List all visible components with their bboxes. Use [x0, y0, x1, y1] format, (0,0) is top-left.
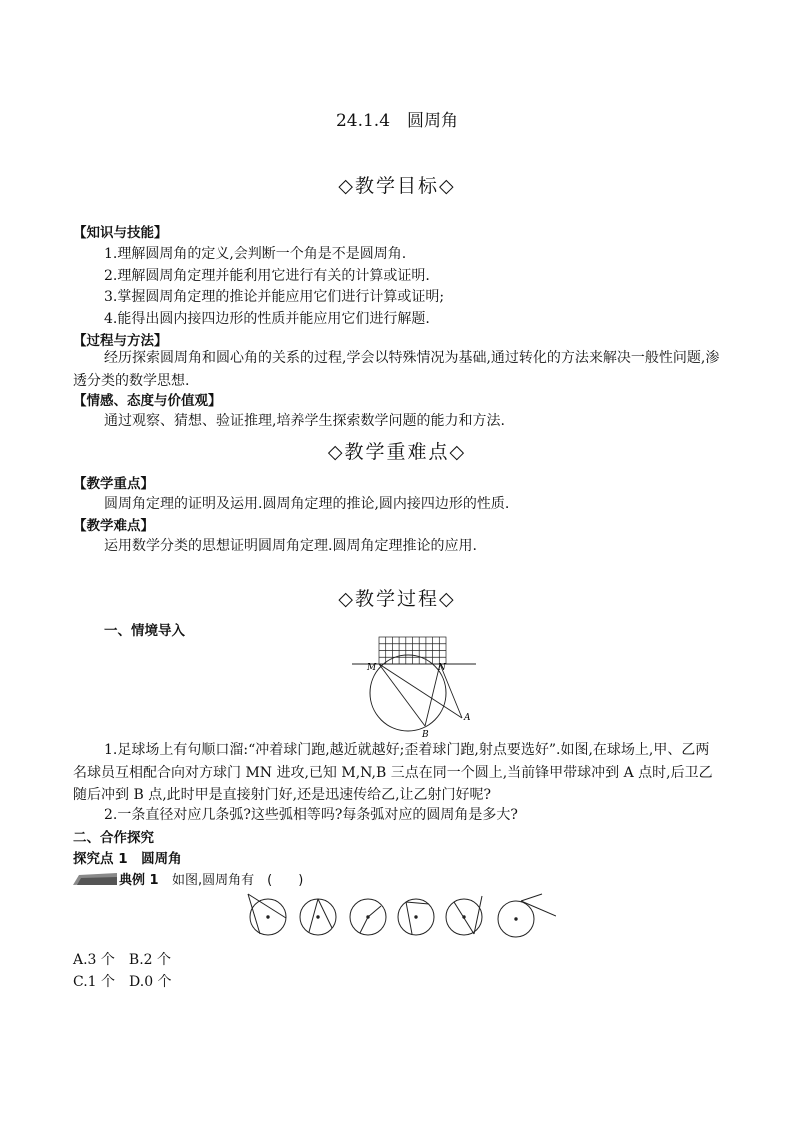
difficulty-heading: 【教学难点】: [73, 518, 154, 534]
knowledge-item: 3.掌握圆周角定理的推论并能应用它们进行计算或证明;: [104, 289, 445, 305]
shot-lines: [379, 664, 462, 726]
example-label: 典例 1: [119, 873, 159, 888]
circle: [370, 655, 446, 731]
label-b: B: [422, 730, 429, 738]
example-tag: [73, 870, 117, 882]
knowledge-item: 4.能得出圆内接四边形的性质并能应用它们进行解题.: [104, 311, 430, 327]
circle-figure-6: [498, 894, 556, 937]
coop-heading: 二、合作探究: [73, 830, 154, 846]
circle-figure-1: [248, 894, 286, 935]
page-title: 24.1.4 圆周角: [335, 111, 459, 131]
soccer-goal-figure: [352, 634, 476, 738]
method-heading: 【过程与方法】: [73, 333, 168, 349]
options-line-2: C.1 个 D.0 个: [73, 974, 172, 990]
knowledge-heading: 【知识与技能】: [73, 225, 168, 241]
example-question: 如图,圆周角有 ( ): [172, 873, 304, 888]
example-tag-shape: [73, 873, 117, 885]
options-line-1: A.3 个 B.2 个: [73, 952, 172, 968]
explore-point-heading: 探究点 1 圆周角: [73, 851, 182, 867]
label-n: N: [438, 663, 446, 673]
section-process-heading: ◇教学过程◇: [338, 588, 456, 610]
circle-figure-2: [300, 899, 336, 935]
knowledge-item: 2.理解圆周角定理并能利用它进行有关的计算或证明.: [104, 268, 430, 284]
intro-heading: 一、情境导入: [104, 623, 185, 639]
knowledge-item: 1.理解圆周角的定义,会判断一个角是不是圆周角.: [104, 246, 407, 262]
circle-figure-4: [398, 899, 434, 935]
emotion-heading: 【情感、态度与价值观】: [73, 393, 222, 409]
emotion-text: 通过观察、猜想、验证推理,培养学生探索数学问题的能力和方法.: [104, 413, 505, 429]
intro-question-1: 1.足球场上有句顺口溜:“冲着球门跑,越近就越好;歪着球门跑,射点要选好”.如图,在球场上,甲、乙两名球员互相配合向对方球门 MN 进攻,已知 M,N,B 三点在同一个圆上,当前锋甲带球冲到 A 点时,后卫乙随后冲到 B 点,此时甲是直接射门好,还是迅速传给乙,让乙射门好呢?: [73, 742, 713, 803]
difficulty-text: 运用数学分类的思想证明圆周角定理.圆周角定理推论的应用.: [104, 538, 477, 554]
label-a: A: [464, 713, 471, 723]
method-text: 经历探索圆周角和圆心角的关系的过程,学会以特殊情况为基础,通过转化的方法来解决一般性问题,渗透分类的数学思想.: [73, 350, 720, 389]
intro-question-2: 2.一条直径对应几条弧?这些弧相等吗?每条弧对应的圆周角是多大?: [104, 807, 518, 823]
section-keypoints-heading: ◇教学重难点◇: [327, 441, 467, 463]
circle-figure-5: [446, 896, 482, 935]
circle-figure-3: [350, 899, 386, 935]
circles-options-figure: [236, 890, 556, 942]
label-m: M: [367, 663, 377, 673]
focus-text: 圆周角定理的证明及运用.圆周角定理的推论,圆内接四边形的性质.: [104, 496, 510, 512]
section-objectives-heading: ◇教学目标◇: [338, 175, 456, 197]
focus-heading: 【教学重点】: [73, 476, 154, 492]
